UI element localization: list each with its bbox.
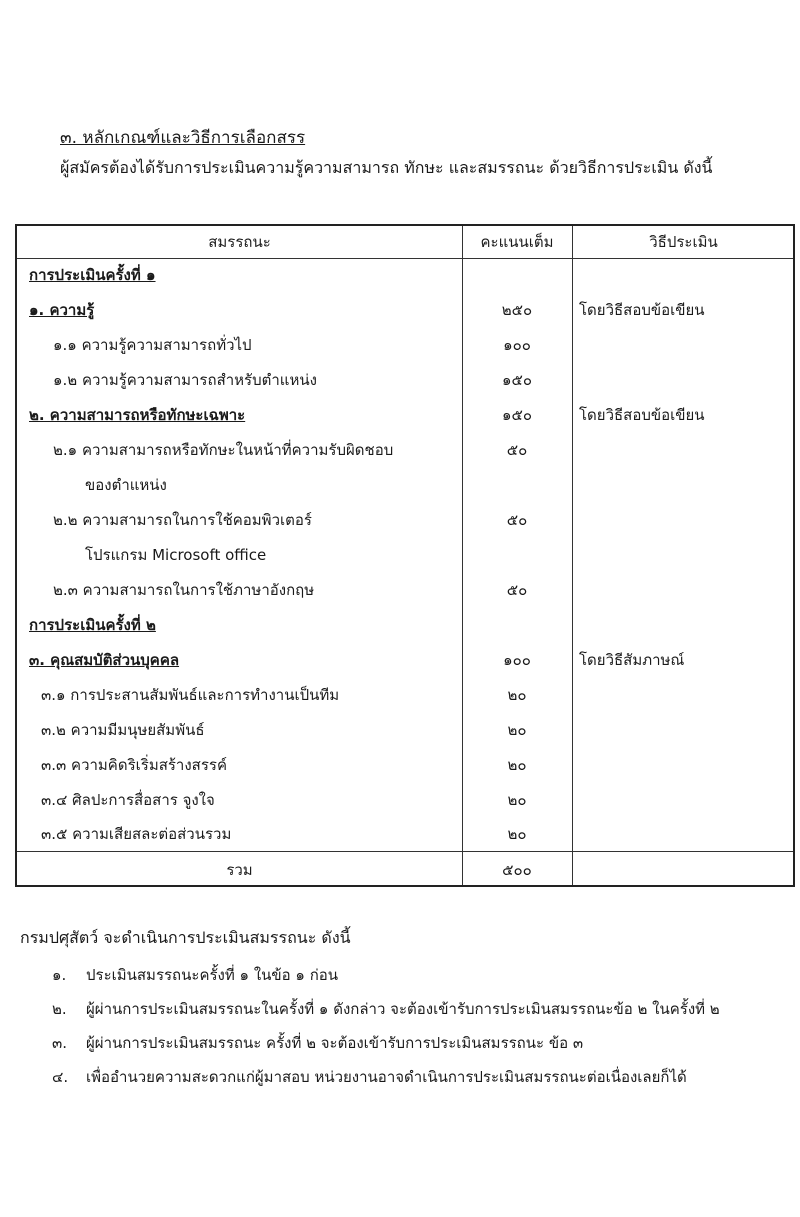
row-score: ๒๐ bbox=[507, 686, 527, 704]
list-item bbox=[52, 1026, 720, 1060]
criteria-table bbox=[15, 224, 795, 887]
table-row bbox=[17, 258, 793, 292]
table-row bbox=[17, 398, 793, 432]
row-label: ๑.๒ ความรู้ความสามารถสำหรับตำแหน่ง bbox=[53, 371, 317, 389]
table-row bbox=[17, 573, 793, 607]
table-row bbox=[17, 678, 793, 712]
row-label: ๒.๑ ความสามารถหรือทักษะในหน้าที่ความรับผิดชอบ bbox=[53, 441, 394, 459]
step-text: เพื่ออำนวยความสะดวกแก่ผู้มาสอบ หน่วยงานอาจดำเนินการประเมินสมรรถนะต่อเนื่องเลยก็ได้ bbox=[86, 1068, 687, 1086]
row-label: การประเมินครั้งที่ ๑ bbox=[29, 266, 156, 284]
row-label: ๑. ความรู้ bbox=[29, 301, 95, 319]
list-item bbox=[52, 992, 720, 1026]
table-row bbox=[17, 293, 793, 327]
row-score: ๕๐ bbox=[506, 581, 528, 599]
row-method: โดยวิธีสัมภาษณ์ bbox=[579, 651, 685, 669]
row-method: โดยวิธีสอบข้อเขียน bbox=[579, 301, 705, 319]
table-row bbox=[17, 328, 793, 362]
row-score: ๑๐๐ bbox=[503, 651, 531, 669]
row-method: โดยวิธีสอบข้อเขียน bbox=[579, 406, 705, 424]
list-item bbox=[52, 1060, 720, 1094]
row-score: ๕๐ bbox=[506, 441, 528, 459]
row-score: ๒๐ bbox=[507, 825, 527, 843]
step-number: ๔. bbox=[52, 1068, 69, 1086]
table-row bbox=[17, 783, 793, 817]
table-row bbox=[17, 643, 793, 677]
row-label: ๒.๓ ความสามารถในการใช้ภาษาอังกฤษ bbox=[53, 581, 315, 599]
row-label: โปรแกรม Microsoft office bbox=[85, 546, 267, 564]
row-label: ๓. คุณสมบัติส่วนบุคคล bbox=[29, 651, 180, 669]
row-score: ๒๐ bbox=[507, 721, 527, 739]
row-label: ๒.๒ ความสามารถในการใช้คอมพิวเตอร์ bbox=[53, 511, 312, 529]
table-row bbox=[17, 713, 793, 747]
header-competency: สมรรถนะ bbox=[208, 233, 271, 251]
step-text: ผู้ผ่านการประเมินสมรรถนะในครั้งที่ ๑ ดังกล่าว จะต้องเข้ารับการประเมินสมรรถนะข้อ ๒ ในครั้งที่ ๒ bbox=[86, 1000, 720, 1018]
section-intro: ผู้สมัครต้องได้รับการประเมินความรู้ความสามารถ ทักษะ และสมรรถนะ ด้วยวิธีการประเมิน ดังนี้ bbox=[60, 158, 713, 177]
row-label: ๒. ความสามารถหรือทักษะเฉพาะ bbox=[29, 406, 246, 424]
procedure-steps bbox=[52, 958, 720, 1094]
row-label: ๓.๓ ความคิดริเริ่มสร้างสรรค์ bbox=[41, 756, 227, 774]
table-row bbox=[17, 817, 793, 851]
list-item bbox=[52, 958, 720, 992]
row-score: ๒๐ bbox=[507, 756, 527, 774]
step-text: ประเมินสมรรถนะครั้งที่ ๑ ในข้อ ๑ ก่อน bbox=[86, 966, 339, 984]
row-label: ๓.๕ ความเสียสละต่อส่วนรวม bbox=[41, 825, 232, 843]
total-score: ๕๐๐ bbox=[502, 861, 532, 879]
row-label: ๑.๑ ความรู้ความสามารถทั่วไป bbox=[53, 336, 252, 354]
header-full-score: คะแนนเต็ม bbox=[480, 233, 554, 251]
row-score: ๑๕๐ bbox=[501, 371, 533, 389]
row-score: ๕๐ bbox=[506, 511, 528, 529]
table-row bbox=[17, 468, 793, 502]
step-number: ๓. bbox=[52, 1034, 68, 1052]
table-row bbox=[17, 608, 793, 642]
row-label: ๓.๑ การประสานสัมพันธ์และการทำงานเป็นทีม bbox=[41, 686, 340, 704]
header-method: วิธีประเมิน bbox=[649, 233, 718, 251]
table-row bbox=[17, 363, 793, 397]
table-row bbox=[17, 503, 793, 537]
total-divider bbox=[17, 851, 793, 852]
table-row bbox=[17, 538, 793, 572]
table-row bbox=[17, 433, 793, 467]
row-label: ของตำแหน่ง bbox=[85, 476, 167, 494]
step-number: ๒. bbox=[52, 1000, 67, 1018]
step-text: ผู้ผ่านการประเมินสมรรถนะ ครั้งที่ ๒ จะต้องเข้ารับการประเมินสมรรถนะ ข้อ ๓ bbox=[86, 1034, 584, 1052]
row-score: ๒๕๐ bbox=[501, 301, 533, 319]
total-row bbox=[17, 853, 793, 887]
row-label: ๓.๔ ศิลปะการสื่อสาร จูงใจ bbox=[41, 791, 215, 809]
total-label: รวม bbox=[226, 861, 253, 879]
row-label: ๓.๒ ความมีมนุษยสัมพันธ์ bbox=[41, 721, 205, 739]
section-heading: ๓. หลักเกณฑ์และวิธีการเลือกสรร bbox=[60, 128, 306, 148]
table-row bbox=[17, 748, 793, 782]
row-score: ๑๐๐ bbox=[503, 336, 531, 354]
row-score: ๒๐ bbox=[507, 791, 527, 809]
step-number: ๑. bbox=[52, 966, 67, 984]
row-label: การประเมินครั้งที่ ๒ bbox=[29, 616, 156, 634]
procedure-heading: กรมปศุสัตว์ จะดำเนินการประเมินสมรรถนะ ดังนี้ bbox=[20, 928, 351, 947]
row-score: ๑๕๐ bbox=[501, 406, 533, 424]
